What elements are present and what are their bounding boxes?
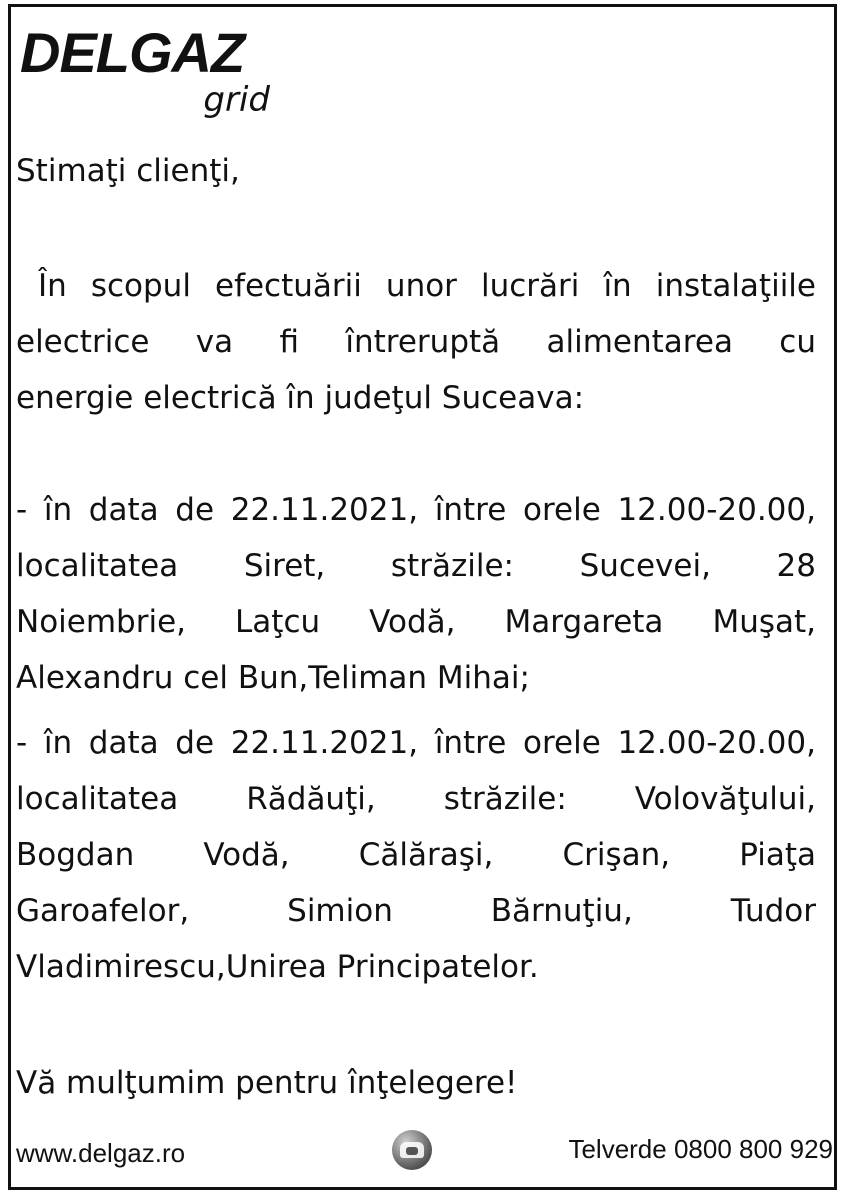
delgaz-grid-logo bbox=[20, 22, 282, 122]
outage-line: localitatea Siret, străzile: Sucevei, 28 bbox=[16, 548, 816, 584]
intro-line: energie electrică în judeţul Suceava: bbox=[16, 380, 585, 416]
website-link[interactable]: www.delgaz.ro bbox=[16, 1138, 186, 1168]
greeting: Stimaţi clienţi, bbox=[16, 153, 240, 189]
outage-line: Alexandru cel Bun,Teliman Mihai; bbox=[16, 660, 530, 696]
closing-thanks: Vă mulţumim pentru înţelegere! bbox=[16, 1065, 518, 1101]
footer bbox=[16, 1130, 833, 1174]
outage-line: Bogdan Vodă, Călăraşi, Crişan, Piaţa bbox=[16, 837, 816, 873]
outage-item-siret bbox=[16, 482, 816, 706]
logo-wordmark: DELGAZ bbox=[20, 21, 245, 84]
phone-icon bbox=[392, 1130, 432, 1170]
intro-line: În scopul efectuării unor lucrări în instalaţiile bbox=[38, 268, 816, 304]
outage-line: - în data de 22.11.2021, între orele 12.00-20.00, bbox=[16, 492, 816, 528]
outage-item-radauti bbox=[16, 715, 816, 995]
outage-line: - în data de 22.11.2021, între orele 12.00-20.00, bbox=[16, 725, 816, 761]
logo-subtitle: grid bbox=[203, 80, 270, 120]
outage-line: Vladimirescu,Unirea Principatelor. bbox=[16, 949, 539, 985]
intro-line: electrice va fi întreruptă alimentarea cu bbox=[16, 324, 816, 360]
outage-line: Noiembrie, Laţcu Vodă, Margareta Muşat, bbox=[16, 604, 816, 640]
outage-line: Garoafelor, Simion Bărnuţiu, Tudor bbox=[16, 893, 816, 929]
telverde-phone: Telverde 0800 800 929 bbox=[568, 1134, 833, 1164]
outage-line: localitatea Rădăuţi, străzile: Volovăţului, bbox=[16, 781, 816, 817]
intro-paragraph bbox=[16, 258, 816, 426]
